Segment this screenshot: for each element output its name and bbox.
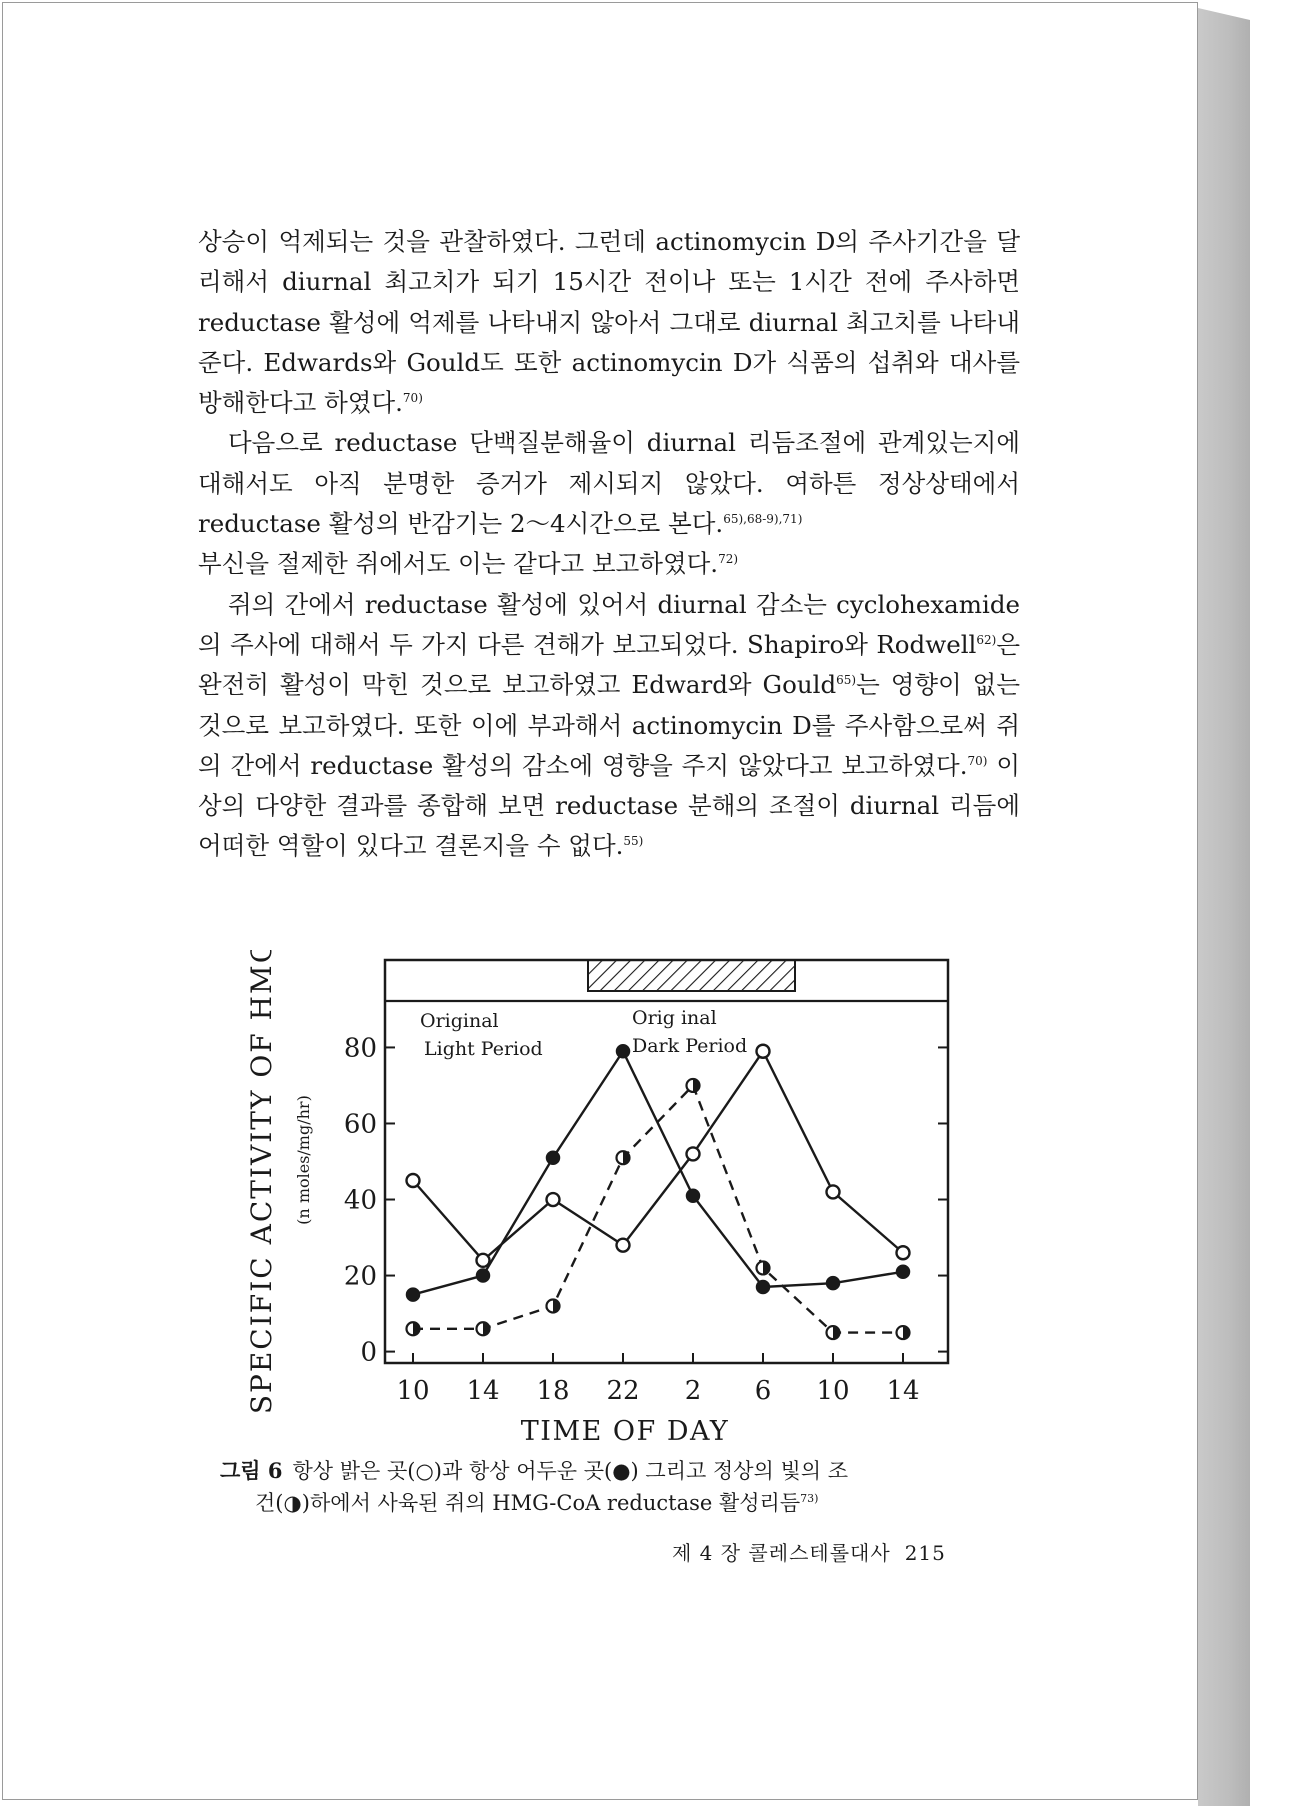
page-number: 215 <box>904 1541 946 1565</box>
light-period-label: Original <box>420 1010 499 1032</box>
paragraph-1 <box>198 222 1020 423</box>
paragraph-3-text-b: 은 완전히 활성이 막힌 것으로 보고하였고 Edward와 Gould <box>198 629 1020 700</box>
series-line-2 <box>413 1085 903 1332</box>
citation: 62) <box>976 632 997 647</box>
paragraph-3-text-c: 는 영향이 없는 것으로 보고하였다. 또한 이에 부과해서 actinomycin D를 주사함으로써 쥐의 간에서 reductase 활성의 감소에 영향을 주지 않았다고 보고하였다. <box>198 670 1020 780</box>
paragraph-3 <box>198 585 1020 867</box>
citation: 65) <box>836 673 857 688</box>
y-tick-label: 80 <box>343 1033 377 1064</box>
citation: 55) <box>623 834 644 849</box>
paragraph-3-text-d: 이상의 다양한 결과를 종합해 보면 reductase 분해의 조절이 diurnal 리듬에 어떠한 역할이 있다고 결론지을 수 없다. <box>198 750 1020 861</box>
filled-circle-marker <box>617 1045 630 1058</box>
citation: 72) <box>718 552 739 567</box>
filled-circle-marker <box>897 1265 910 1278</box>
open-circle-marker <box>757 1045 770 1058</box>
line-chart <box>230 950 970 1450</box>
paragraph-3-text-a: 쥐의 간에서 reductase 활성에 있어서 diurnal 감소는 cyclohexamide의 주사에 대해서 두 가지 다른 견해가 보고되었다. Shapiro와 Rodwell <box>198 589 1020 659</box>
x-tick-label: 18 <box>536 1376 570 1406</box>
filled-circle-marker <box>827 1277 840 1290</box>
light-period-label: Light Period <box>424 1038 543 1060</box>
x-tick-label: 6 <box>754 1376 772 1406</box>
x-tick-label: 10 <box>816 1376 850 1406</box>
paragraph-2 <box>198 423 1020 584</box>
filled-circle-marker <box>477 1269 490 1282</box>
y-axis-unit: (n moles/mg/hr) <box>294 1095 313 1225</box>
filled-circle-marker <box>687 1189 700 1202</box>
open-circle-marker <box>477 1254 490 1267</box>
caption-line-1: 항상 밝은 곳(○)과 항상 어두운 곳(●) 그리고 정상의 빛의 조 <box>292 1459 849 1483</box>
x-tick-label: 14 <box>886 1376 920 1406</box>
dark-period-label: Orig inal <box>632 1007 717 1029</box>
figure-caption <box>220 1455 1020 1519</box>
citation: 70) <box>967 753 988 768</box>
open-circle-marker <box>687 1147 700 1160</box>
x-tick-label: 22 <box>606 1376 640 1406</box>
dark-period-label: Dark Period <box>632 1035 748 1057</box>
x-tick-label: 2 <box>684 1376 702 1406</box>
dark-period-bar <box>588 960 795 991</box>
body-text <box>198 222 1020 867</box>
open-circle-marker <box>407 1174 420 1187</box>
filled-circle-marker <box>757 1280 770 1293</box>
chapter-title: 제 4 장 콜레스테롤대사 <box>672 1541 891 1565</box>
caption-line-2-wrap <box>220 1487 1020 1519</box>
page-footer <box>672 1537 1002 1566</box>
y-tick-label: 0 <box>360 1337 377 1368</box>
x-axis-title: TIME OF DAY <box>520 1416 730 1447</box>
y-axis-title: SPECIFIC ACTIVITY OF HMGR <box>245 950 278 1415</box>
citation: 70) <box>402 391 423 406</box>
paragraph-2-text-cont: 부신을 절제한 쥐에서도 이는 같다고 보고하였다. <box>198 549 719 579</box>
filled-circle-marker <box>547 1151 560 1164</box>
open-circle-marker <box>547 1193 560 1206</box>
caption-label: 그림 6 <box>220 1458 283 1483</box>
x-tick-label: 10 <box>396 1376 430 1406</box>
figure-hmgr-activity <box>230 950 970 1450</box>
citation: 65),68-9),71) <box>723 511 803 526</box>
paragraph-1-text: 상승이 억제되는 것을 관찰하였다. 그런데 actinomycin D의 주사기간을 달리해서 diurnal 최고치가 되기 15시간 전이나 또는 1시간 전에 주사하면 reductase 활성에 억제를 나타내지 않아서 그대로 diurnal 최고치를 나타내 준다. Edwards와 Gould도 또한 actinomycin D가 식품의 섭취와 대사를 방해한다고 하였다. <box>198 227 1020 418</box>
paragraph-2-text: 다음으로 reductase 단백질분해율이 diurnal 리듬조절에 관계있는지에 대해서도 아직 분명한 증거가 제시되지 않았다. 여하튼 정상상태에서 reductase 활성의 반감기는 2～4시간으로 본다. <box>198 428 1020 539</box>
open-circle-marker <box>827 1185 840 1198</box>
open-circle-marker <box>897 1246 910 1259</box>
x-tick-label: 14 <box>466 1376 500 1406</box>
y-tick-label: 60 <box>343 1109 377 1140</box>
y-tick-label: 40 <box>343 1185 377 1216</box>
filled-circle-marker <box>407 1288 420 1301</box>
caption-line-2: 건(◑)하에서 사육된 쥐의 HMG-CoA reductase 활성리듬 <box>255 1491 801 1515</box>
citation: 73) <box>800 1492 819 1505</box>
series-line-0 <box>413 1051 903 1260</box>
y-tick-label: 20 <box>343 1261 377 1292</box>
page-edge-shadow <box>1198 8 1250 1806</box>
open-circle-marker <box>617 1239 630 1252</box>
